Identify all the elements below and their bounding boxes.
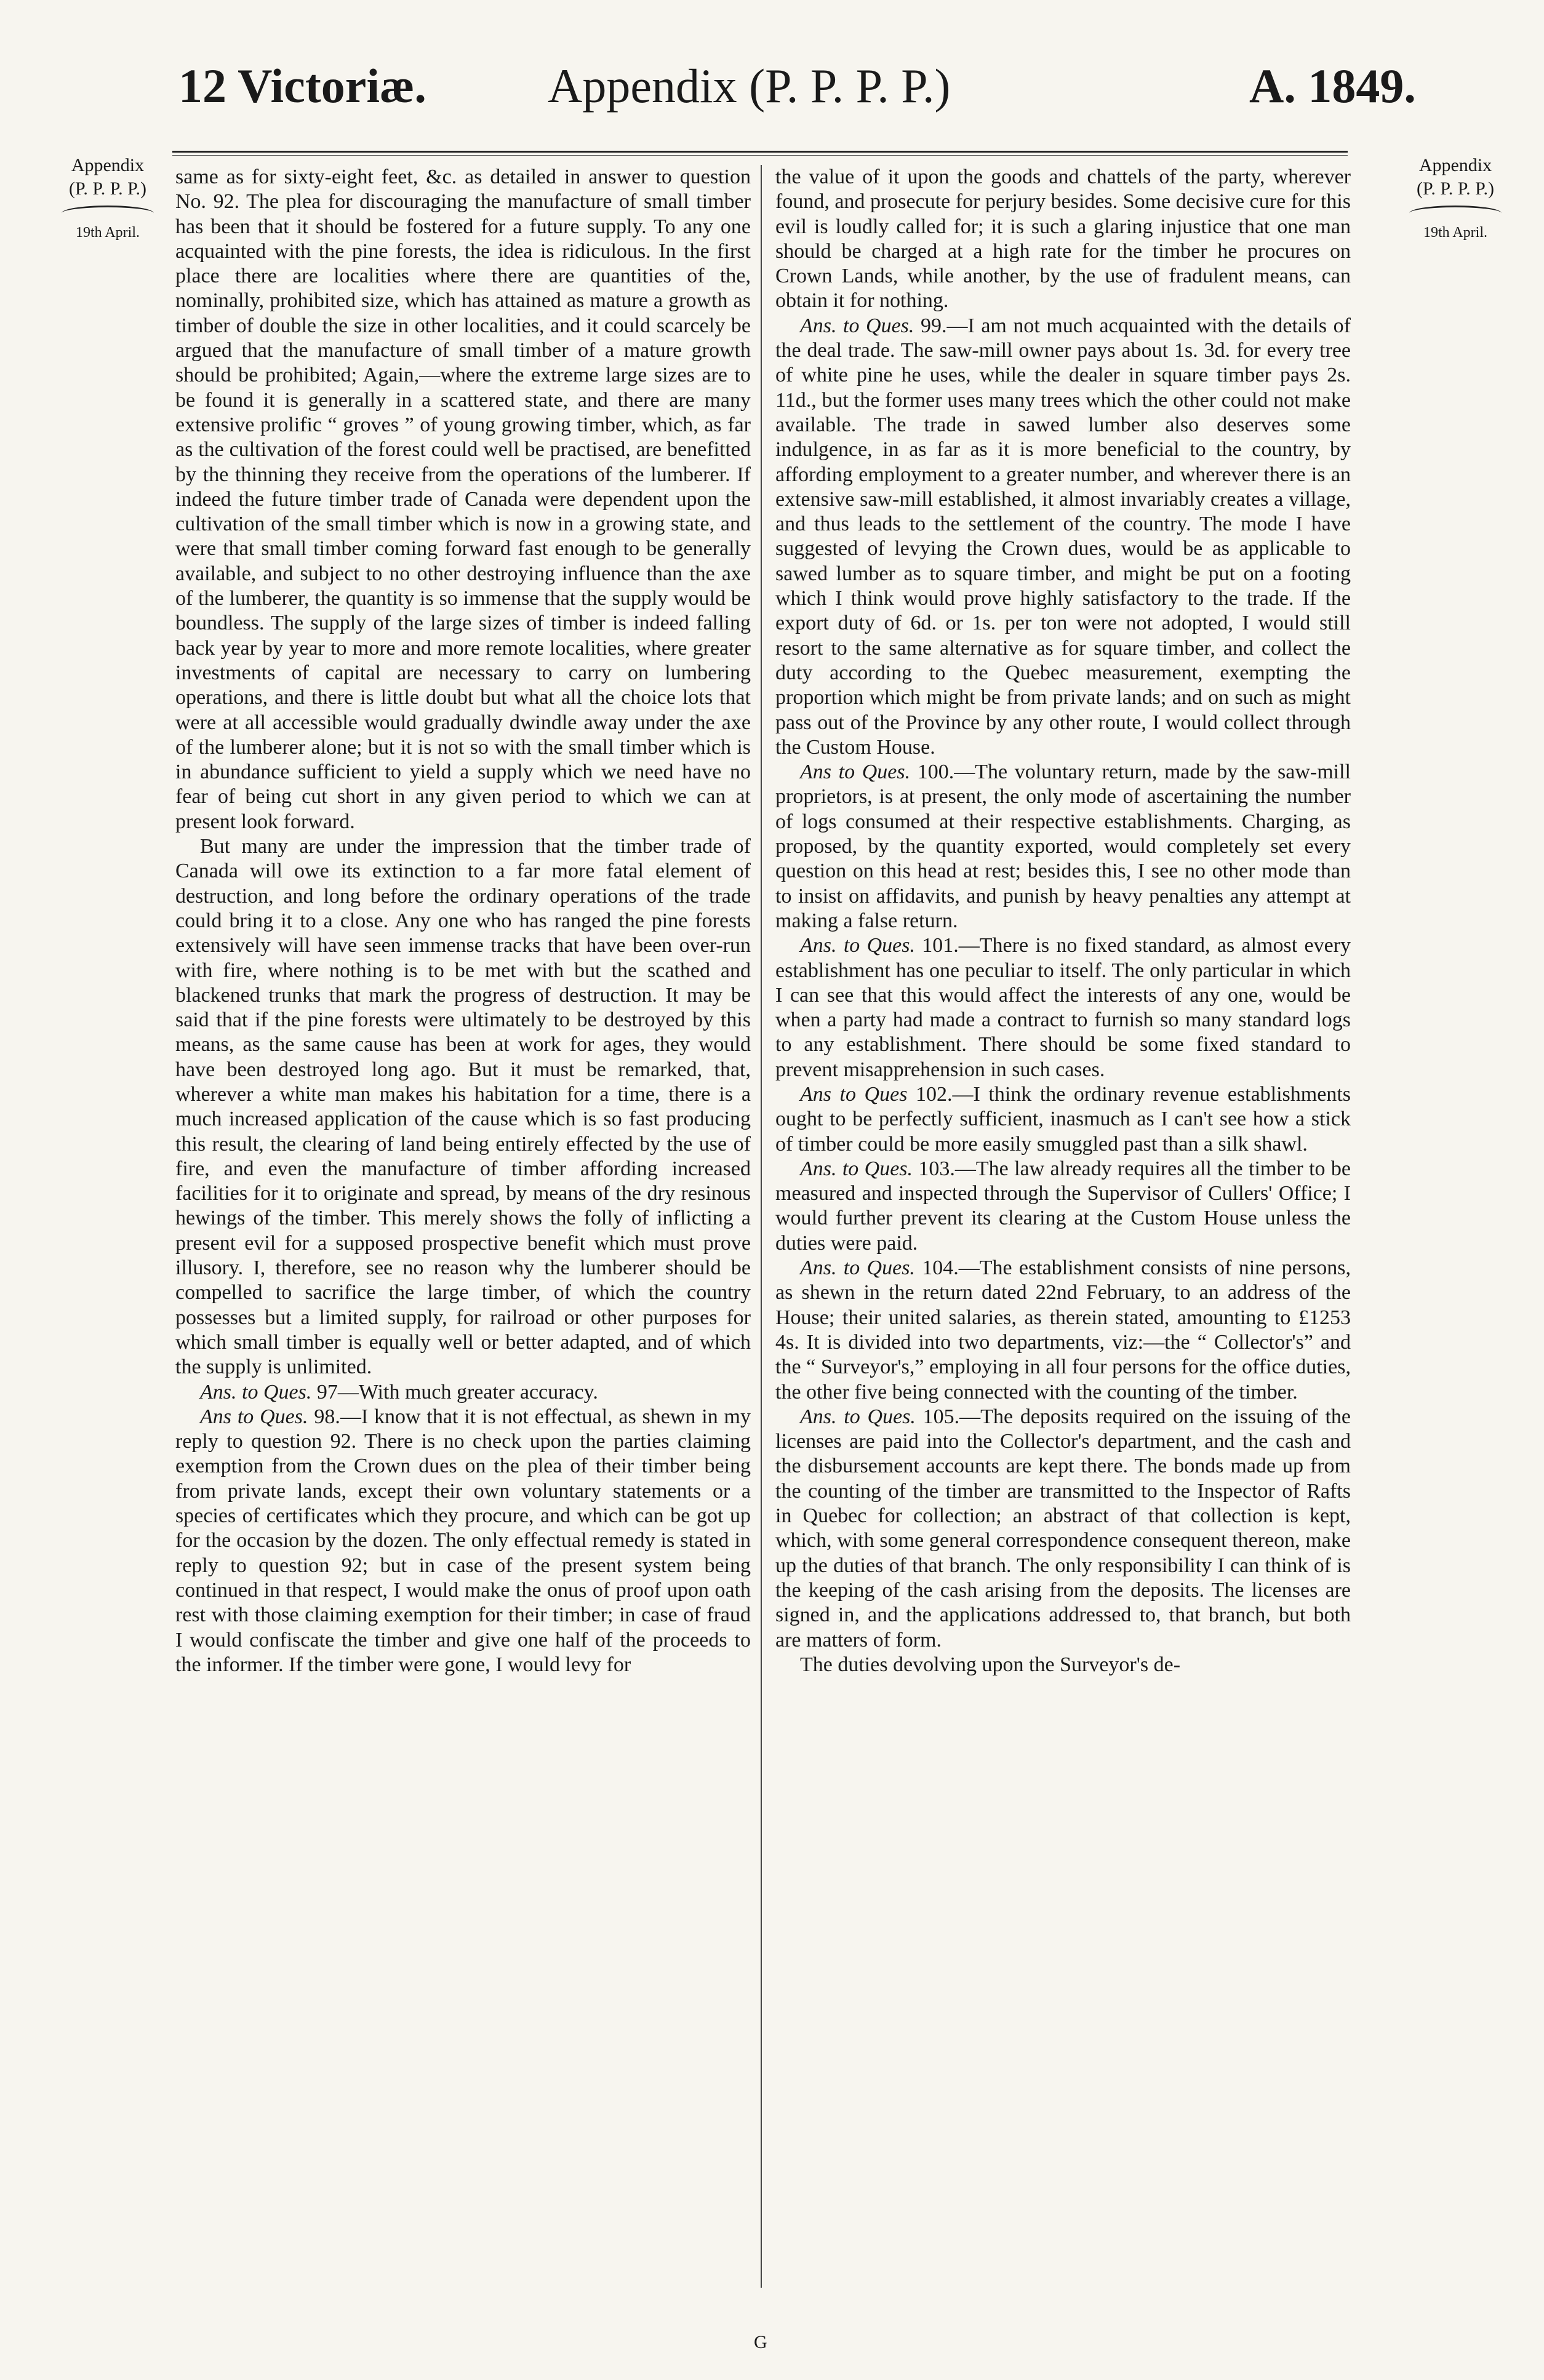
year-label: A. 1849.: [1249, 59, 1416, 113]
answer-label: Ans. to Ques.: [800, 1405, 916, 1428]
paragraph-text: The duties devolving upon the Surveyor's de-: [800, 1653, 1181, 1676]
answer-paragraph: [775, 1157, 1351, 1256]
paragraph-text: 101.—There is no fixed standard, as almost every establishment has one peculiar to itself. The only particular in which I can see that this would affect the interests of any one, would be when a party had made a contract to furnish so many standard logs to any establishment. There should be some fixed standard to prevent misapprehension in such cases.: [775, 934, 1351, 1081]
text-paragraph: [775, 165, 1351, 314]
answer-label: Ans. to Ques.: [800, 314, 914, 337]
answer-paragraph: [775, 760, 1351, 933]
appendix-title: Appendix (P. P. P. P.): [548, 59, 951, 113]
paragraph-text: 104.—The establishment consists of nine persons, as shewn in the return dated 22nd February, to an address of the House; their united salaries, as therein stated, amounting to £1253 4s. It is divided into two departments, viz:—the “ Collector's” and the “ Surveyor's,” employing in all four persons for the office duties, the other five being connected with the counting of the timber.: [775, 1256, 1351, 1404]
answer-paragraph: [175, 1380, 751, 1405]
answer-label: Ans to Ques: [800, 1082, 908, 1106]
answer-paragraph: [775, 1405, 1351, 1653]
paragraph-text: But many are under the impression that the timber trade of Canada will owe its extinction to a far more fatal element of destruction, and long before the ordinary operations of the trade could bring it to a close. Any one who has ranged the pine forests extensively will have seen immense tracks that have been over-run with fire, where nothing is to be met with but the scathed and blackened trunks that mark the progress of destruction. It may be said that if the pine forests were ultimately to be destroyed by this means, as the same cause has been at work for ages, they would have been destroyed long ago. But it must be remarked, that, wherever a white man makes his habitation for a time, there is a much increased application of the cause which is so fast producing this result, the clearing of land being entirely effected by the use of fire, and even the manufacture of timber affording increased facilities for it to originate and spread, by means of the dry resinous hewings of the timber. This merely shows the folly of inflicting a present evil for a supposed prospective benefit which must prove illusory. I, therefore, see no reason why the lumberer should be compelled to sacrifice the large timber, of which the country possesses but a limited supply, for railroad or other purposes for which small timber is equally well or better adapted, and of which the supply is unlimited.: [175, 835, 751, 1379]
text-paragraph: [175, 834, 751, 1380]
session-label: 12 Victoriæ.: [178, 59, 426, 113]
paragraph-text: 103.—The law already requires all the timber to be measured and inspected through the Supervisor of Cullers' Office; I would further prevent its clearing at the Custom House unless the duties were paid.: [775, 1157, 1351, 1255]
text-paragraph: [175, 165, 751, 834]
paragraph-text: 105.—The deposits required on the issuing of the licenses are paid into the Collector's department, and the cash and the disbursement accounts are kept there. The bonds made up from the counting of the timber are transmitted to the Inspector of Rafts in Quebec for collection; an abstract of that collection is kept, which, with some general correspondence consequent thereon, make up the duties of that branch. The only responsibility I can think of is the keeping of the cash arising from the deposits. The licenses are signed in, and the applications addressed to, that branch, but both are matters of form.: [775, 1405, 1351, 1651]
margin-appendix-code: (P. P. P. P.): [69, 178, 146, 199]
answer-label: Ans. to Ques.: [800, 934, 915, 957]
right-text-column: [775, 165, 1351, 1677]
answer-paragraph: [175, 1405, 751, 1677]
text-paragraph: [775, 1653, 1351, 1677]
signature-mark: G: [754, 2332, 767, 2352]
margin-appendix-label: Appendix: [71, 155, 145, 175]
margin-appendix-label: Appendix: [1418, 155, 1492, 175]
paragraph-text: 97—With much greater accuracy.: [311, 1380, 598, 1404]
column-divider: [761, 165, 762, 2288]
answer-label: Ans to Ques.: [200, 1405, 308, 1428]
paragraph-text: 100.—The voluntary return, made by the saw-mill proprietors, is at present, the only mode of ascertaining the number of logs consumed at their respective establishments. Charging, as proposed, by the quantity exported, would completely set every question on this head at rest; besides this, I see no other mode than to insist on affidavits, and punish by heavy penalties any attempt at making a false return.: [775, 761, 1351, 932]
answer-label: Ans. to Ques.: [200, 1380, 312, 1404]
paragraph-text: same as for sixty-eight feet, &c. as detailed in answer to question No. 92. The plea for discouraging the manufacture of small timber has been that it should be fostered for a future supply. To any one acquainted with the pine forests, the idea is ridiculous. In the first place there are localities where there are quantities of the, nominally, prohibited size, which has attained as mature a growth as timber of double the size in other localities, and it could scarcely be argued that the manufacture of small timber of a mature growth should be prohibited; Again,—where the extreme large sizes are to be found it is generally in a scattered state, and there are many extensive prolific “ groves ” of young growing timber, which, as far as the cultivation of the forest could well be practised, are benefitted by the thinning they receive from the operations of the lumberer. If indeed the future timber trade of Canada were dependent upon the cultivation of the small timber which is now in a growing state, and were that small timber coming forward fast enough to be generally available, and subject to no other destroying influence than the axe of the lumberer, the quantity is so immense that the supply would be boundless. The supply of the large sizes of timber is indeed falling back year by year to more and more remote localities, where greater investments of capital are necessary to carry on lumbering operations, and there is little doubt but what all the choice lots that were at all accessible would gradually dwindle away under the axe of the lumberer alone; but it is not so with the small timber which is in abundance sufficient to yield a supply which we need have no fear of being cut short in any given period to which we can at present look forward.: [175, 166, 751, 833]
margin-date: 19th April.: [75, 225, 140, 241]
header-rule: [172, 151, 1348, 156]
margin-note-right: [1397, 154, 1514, 244]
paragraph-text: the value of it upon the goods and chattels of the party, wherever found, and prosecute for perjury besides. Some decisive cure for this evil is loudly called for; it is such a glaring injustice that one man should be charged at a high rate for the timber he procures on Crown Lands, while another, by the use of fradulent means, can obtain it for nothing.: [775, 166, 1351, 313]
answer-label: Ans to Ques.: [800, 761, 911, 784]
left-text-column: [175, 165, 751, 1677]
answer-paragraph: [775, 314, 1351, 760]
answer-paragraph: [775, 1256, 1351, 1405]
answer-paragraph: [775, 933, 1351, 1082]
margin-appendix-code: (P. P. P. P.): [1417, 178, 1494, 199]
paragraph-text: 99.—I am not much acquainted with the details of the deal trade. The saw-mill owner pays about 1s. 3d. for every tree of white pine he uses, while the dealer in square timber pays 2s. 11d., but the former uses many trees which the other could not make available. The trade in sawed lumber also deserves some indulgence, in as far as it is more beneficial to the country, by affording employment to a greater number, and wherever there is an extensive saw-mill established, it almost invariably creates a village, and thus leads to the settlement of the country. The mode I have suggested of levying the Crown dues, would be as applicable to sawed lumber as to square timber, and might be put on a footing which I think would prove highly satisfactory to the trade. If the export duty of 6d. or 1s. per ton were not adopted, I would still resort to the same alternative as for square timber, and collect the duty according to the Quebec measurement, exempting the proportion which might be from private lands; and on such as might pass out of the Province by any other route, I would collect through the Custom House.: [775, 314, 1351, 759]
answer-label: Ans. to Ques.: [800, 1157, 913, 1180]
answer-label: Ans. to Ques.: [800, 1256, 915, 1280]
page-header: [0, 58, 1544, 126]
margin-brace: [62, 206, 154, 221]
answer-paragraph: [775, 1082, 1351, 1157]
paragraph-text: 98.—I know that it is not effectual, as shewn in my reply to question 92. There is no check upon the parties claiming exemption from the Crown dues on the plea of their timber being from private lands, except their own voluntary statements or a species of certificates which they procure, and which can be got up for the occasion by the dozen. The only effectual remedy is stated in reply to question 92; but in case of the present system being continued in that respect, I would make the onus of proof upon oath rest with those claiming exemption for their timber; in case of fraud I would confiscate the timber and give one half of the proceeds to the informer. If the timber were gone, I would levy for: [175, 1405, 751, 1676]
margin-date: 19th April.: [1423, 225, 1487, 241]
margin-note-left: [49, 154, 166, 244]
paragraph-text: 102.—I think the ordinary revenue establishments ought to be perfectly sufficient, inasmuch as I can't see how a stick of timber could be more easily smuggled past than a silk shawl.: [775, 1082, 1351, 1156]
margin-brace: [1409, 206, 1502, 221]
